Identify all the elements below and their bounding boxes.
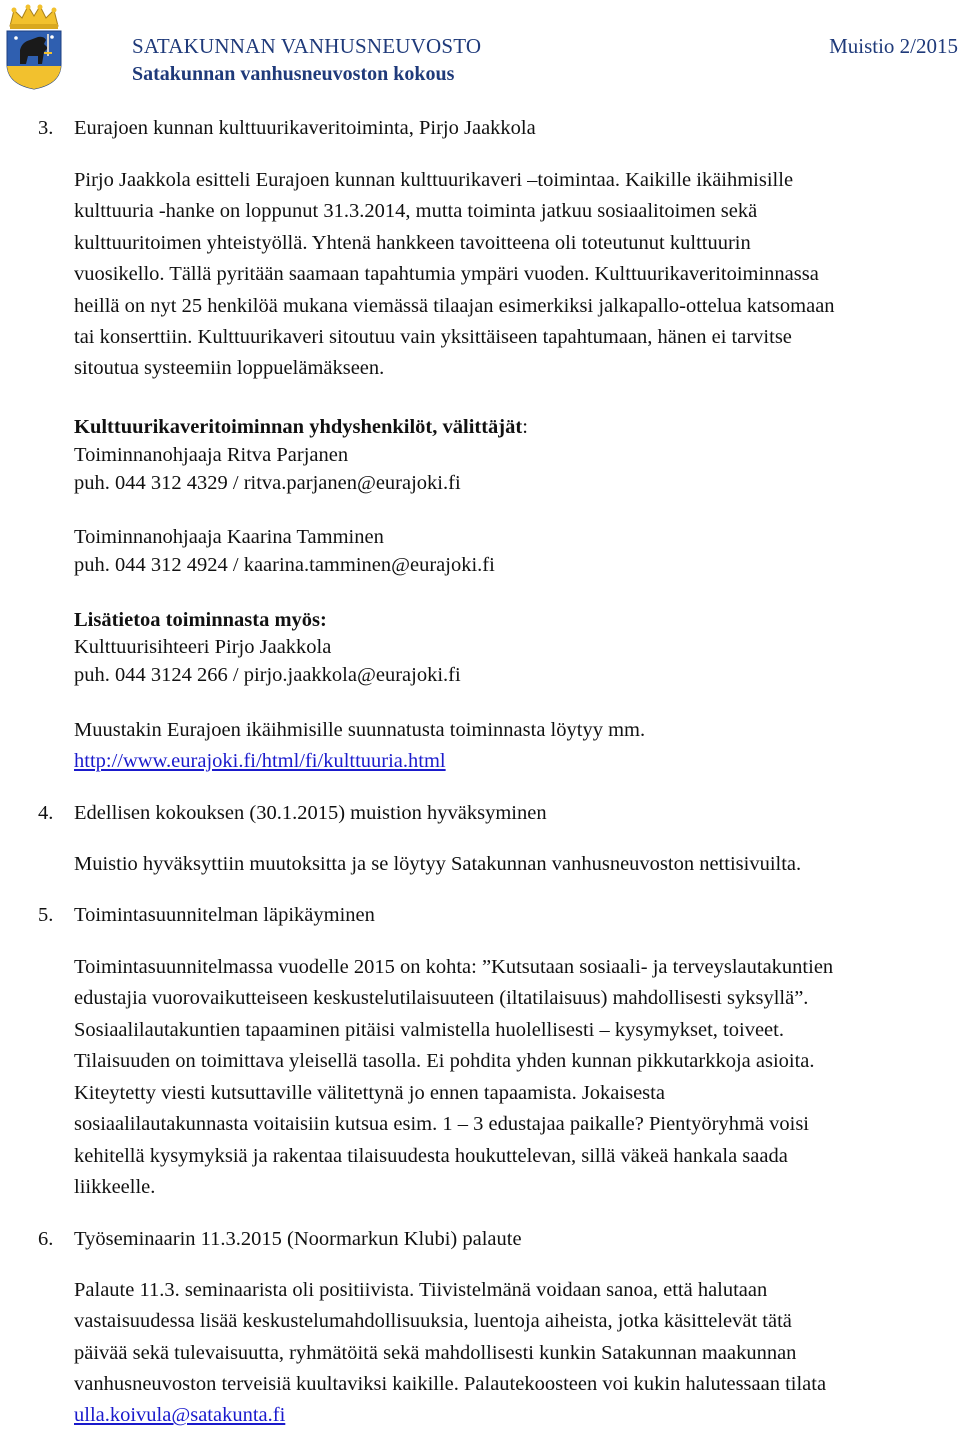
section-3-paragraph-line: heillä on nyt 25 henkilöä mukana viemässä tilaajan esimerkiksi jalkapallo-ottelua katsomaan — [74, 295, 835, 317]
satakunta-coat-of-arms-icon — [4, 4, 64, 90]
section-6-paragraph-line: Palaute 11.3. seminaarista oli positiivista. Tiivistelmänä voidaan sanoa, että halutaan — [74, 1279, 768, 1301]
section-3-paragraph-line: vuosikello. Tällä pyritään saamaan tapahtumia ympäri vuoden. Kulttuurikaveritoiminnassa — [74, 263, 819, 285]
section-6-paragraph-line: vastaisuudessa lisää keskustelumahdollisuuksia, luentoja aiheista, jotka käsittelevät tätä — [74, 1310, 792, 1332]
section-3-paragraph-line: Pirjo Jaakkola esitteli Eurajoen kunnan kulttuurikaveri –toimintaa. Kaikille ikäihmisille — [74, 169, 794, 191]
section-5-paragraph-line: kehitellä kysymyksiä ja rakentaa tilaisuudesta houkuttelevan, sillä väkeä hankala saada — [74, 1145, 788, 1167]
eurajoki-culture-link-container — [74, 746, 446, 778]
feedback-email-container — [74, 1400, 285, 1432]
section-3-paragraph-line: kulttuuritoimen yhteistyöllä. Yhtenä hankkeen tavoitteena oli toteutunut kulttuurin — [74, 232, 751, 254]
section-5-paragraph-line: Kiteytetty viesti kutsuttaville välitettynä jo ennen tapaamista. Jokaisesta — [74, 1082, 665, 1104]
more-activities-text: Muustakin Eurajoen ikäihmisille suunnatusta toiminnasta löytyy mm. — [74, 719, 646, 741]
section-4-title: Edellisen kokouksen (30.1.2015) muistion hyväksyminen — [74, 802, 547, 824]
section-3-number: 3. — [38, 117, 54, 139]
section-3-title: Eurajoen kunnan kulttuurikaveritoiminta, Pirjo Jaakkola — [74, 117, 536, 139]
eurajoki-culture-link[interactable]: http://www.eurajoki.fi/html/fi/kulttuuria.html — [74, 750, 446, 772]
contact-2-phone-email: puh. 044 312 4924 / kaarina.tamminen@eurajoki.fi — [74, 554, 495, 576]
section-5-number: 5. — [38, 904, 54, 926]
section-5-paragraph-line: sosiaalilautakunnasta voitaisiin kutsua esim. 1 – 3 edustajaa paikalle? Pientyöryhmä voisi — [74, 1113, 809, 1135]
section-4-number: 4. — [38, 802, 54, 824]
section-5-paragraph-line: liikkeelle. — [74, 1176, 156, 1198]
section-6-title: Työseminaarin 11.3.2015 (Noormarkun Klubi) palaute — [74, 1228, 522, 1250]
section-6-paragraph-line: vanhusneuvoston terveisiä kuultaviksi kaikille. Palautekoosteen voi kukin halutessaan tilata — [74, 1373, 827, 1395]
section-6-number: 6. — [38, 1228, 54, 1250]
contact-2-name: Toiminnanohjaaja Kaarina Tamminen — [74, 526, 384, 548]
memo-number: Muistio 2/2015 — [829, 34, 958, 58]
contacts-heading-text: Kulttuurikaveritoiminnan yhdyshenkilöt, välittäjät — [74, 416, 523, 438]
contact-1-phone-email: puh. 044 312 4329 / ritva.parjanen@eurajoki.fi — [74, 472, 461, 494]
organization-name: SATAKUNNAN VANHUSNEUVOSTO — [132, 34, 482, 58]
section-5-paragraph-line: Tilaisuuden on toimittava yleisellä tasolla. Ei pohdita yhden kunnan pikkutarkkoja asioita. — [74, 1050, 815, 1072]
section-3-paragraph-line: sitoutua systeemiin loppuelämäkseen. — [74, 357, 385, 379]
contacts-heading — [74, 412, 528, 444]
section-5-paragraph-line: Sosiaalilautakuntien tapaaminen pitäisi valmistella huolellisesti – kysymykset, toiveet. — [74, 1019, 784, 1041]
meeting-title: Satakunnan vanhusneuvoston kokous — [132, 63, 455, 85]
section-3-paragraph-line: kulttuuria -hanke on loppunut 31.3.2014, mutta toiminta jatkuu sosiaalitoimen sekä — [74, 200, 758, 222]
contact-3-phone-email: puh. 044 3124 266 / pirjo.jaakkola@eurajoki.fi — [74, 664, 461, 686]
section-4-text: Muistio hyväksyttiin muutoksitta ja se löytyy Satakunnan vanhusneuvoston nettisivuilta. — [74, 853, 802, 875]
more-info-heading: Lisätietoa toiminnasta myös: — [74, 609, 327, 631]
section-5-title: Toimintasuunnitelman läpikäyminen — [74, 904, 375, 926]
feedback-email-link[interactable]: ulla.koivula@satakunta.fi — [74, 1404, 286, 1426]
section-3-paragraph-line: tai konserttiin. Kulttuurikaveri sitoutuu vain yksittäiseen tapahtumaan, hänen ei tarvitse — [74, 326, 792, 348]
section-5-paragraph-line: Toimintasuunnitelmassa vuodelle 2015 on kohta: ”Kutsutaan sosiaali- ja terveyslautakuntien — [74, 956, 834, 978]
contacts-heading-colon: : — [522, 416, 528, 438]
contact-3-name: Kulttuurisihteeri Pirjo Jaakkola — [74, 636, 332, 658]
contact-1-name: Toiminnanohjaaja Ritva Parjanen — [74, 444, 349, 466]
section-5-paragraph-line: edustajia vuorovaikutteiseen keskustelutilaisuuteen (iltatilaisuus) mahdollisesti syksyllä”. — [74, 987, 809, 1009]
section-6-paragraph-line: päivää sekä tulevaisuutta, ryhmätöitä sekä mahdollisesti kunkin Satakunnan maakunnan — [74, 1342, 797, 1364]
